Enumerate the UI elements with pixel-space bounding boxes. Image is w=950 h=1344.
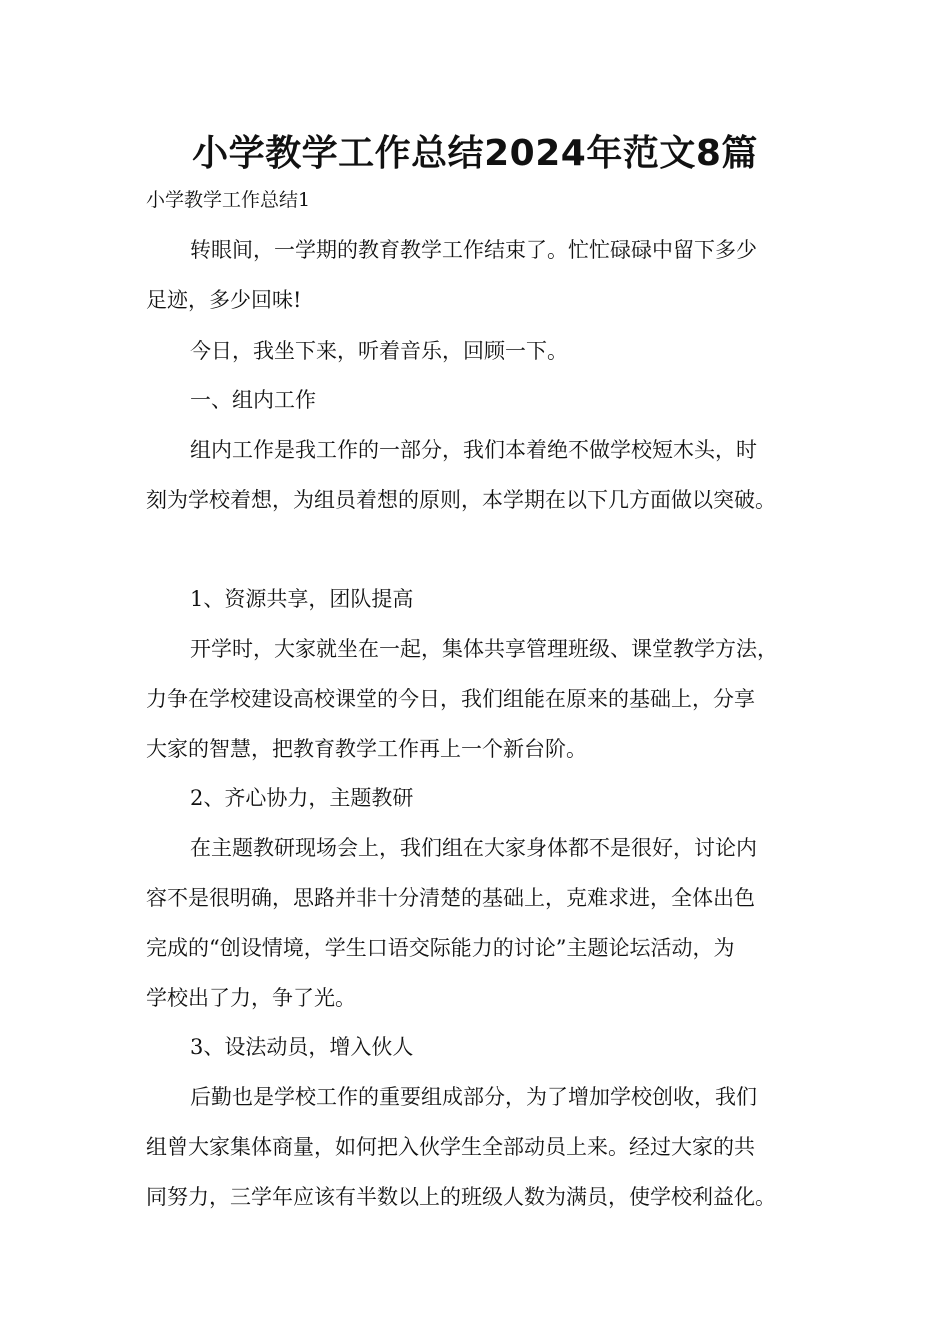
paragraph-line: 学校出了力，争了光。	[146, 986, 356, 1010]
section-subheading: 小学教学工作总结1	[146, 189, 311, 211]
paragraph-line: 容不是很明确，思路并非十分清楚的基础上，克难求进，全体出色	[146, 886, 755, 910]
paragraph-line: 今日，我坐下来，听着音乐，回顾一下。	[190, 339, 568, 363]
section-heading: 一、组内工作	[190, 388, 316, 412]
paragraph-line: 大家的智慧，把教育教学工作再上一个新台阶。	[146, 737, 587, 761]
paragraph-line: 完成的“创设情境，学生口语交际能力的讨论”主题论坛活动，为	[146, 936, 735, 960]
paragraph-line: 组曾大家集体商量，如何把入伙学生全部动员上来。经过大家的共	[146, 1135, 755, 1159]
document-title: 小学教学工作总结2024年范文8篇	[192, 133, 758, 174]
paragraph-line: 刻为学校着想，为组员着想的原则，本学期在以下几方面做以突破。	[146, 488, 776, 512]
paragraph-line: 转眼间，一学期的教育教学工作结束了。忙忙碌碌中留下多少	[190, 238, 757, 262]
subsection-heading: 1、资源共享，团队提高	[190, 587, 414, 611]
paragraph-line: 后勤也是学校工作的重要组成部分，为了增加学校创收，我们	[190, 1085, 757, 1109]
subsection-heading: 2、齐心协力，主题教研	[190, 786, 414, 810]
subsection-heading: 3、设法动员，增入伙人	[190, 1035, 414, 1059]
paragraph-line: 同努力，三学年应该有半数以上的班级人数为满员，使学校利益化。	[146, 1185, 776, 1209]
paragraph-line: 足迹，多少回味!	[146, 288, 302, 312]
paragraph-line: 在主题教研现场会上，我们组在大家身体都不是很好，讨论内	[190, 836, 757, 860]
paragraph-line: 开学时，大家就坐在一起，集体共享管理班级、课堂教学方法，	[190, 637, 778, 661]
paragraph-line: 力争在学校建设高校课堂的今日，我们组能在原来的基础上，分享	[146, 687, 755, 711]
paragraph-line: 组内工作是我工作的一部分，我们本着绝不做学校短木头，时	[190, 438, 757, 462]
